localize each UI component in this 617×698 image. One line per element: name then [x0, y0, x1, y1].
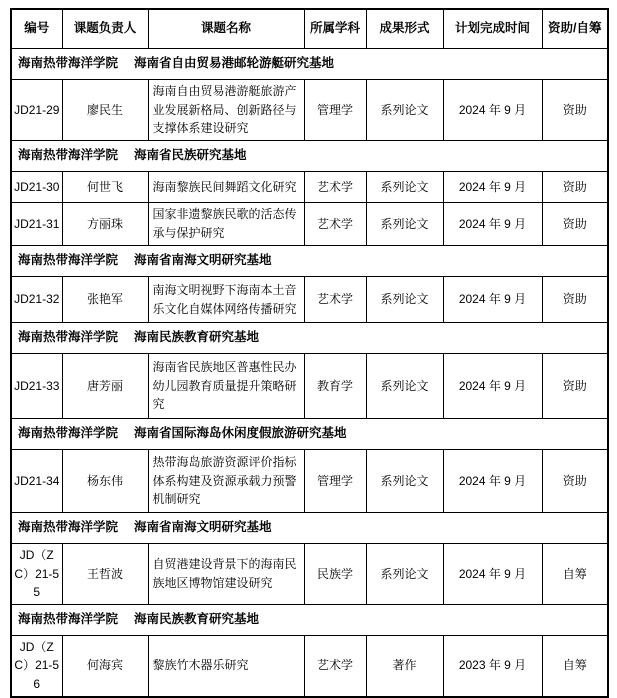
cell-form: 著作 — [366, 635, 443, 696]
cell-title: 南海文明视野下海南本土音乐文化自媒体网络传播研究 — [148, 277, 304, 323]
table-row — [11, 203, 608, 246]
cell-funding: 资助 — [542, 354, 608, 419]
cell-leader: 王哲波 — [62, 544, 148, 605]
cell-funding: 资助 — [542, 80, 608, 141]
cell-deadline: 2023 年 9 月 — [443, 635, 542, 696]
section-header-row — [11, 49, 608, 80]
section-header-title: 海南热带海洋学院 海南省国际海岛休闲度假旅游研究基地 — [11, 419, 608, 450]
cell-subject: 教育学 — [304, 354, 366, 419]
cell-subject: 艺术学 — [304, 277, 366, 323]
cell-id: JD（ZC）21-56 — [11, 635, 62, 696]
cell-subject: 艺术学 — [304, 172, 366, 203]
cell-id: JD21-32 — [11, 277, 62, 323]
cell-subject: 管理学 — [304, 450, 366, 513]
cell-subject: 艺术学 — [304, 635, 366, 696]
cell-leader: 杨东伟 — [62, 450, 148, 513]
col-header-id: 编号 — [11, 9, 62, 49]
cell-deadline: 2024 年 9 月 — [443, 277, 542, 323]
cell-leader: 何海宾 — [62, 635, 148, 696]
cell-form: 系列论文 — [366, 172, 443, 203]
cell-leader: 廖民生 — [62, 80, 148, 141]
cell-leader: 何世飞 — [62, 172, 148, 203]
cell-funding: 资助 — [542, 203, 608, 246]
cell-form: 系列论文 — [366, 544, 443, 605]
cell-id: JD21-29 — [11, 80, 62, 141]
cell-form: 系列论文 — [366, 80, 443, 141]
cell-title: 海南自由贸易港游艇旅游产业发展新格局、创新路径与支撑体系建设研究 — [148, 80, 304, 141]
cell-form: 系列论文 — [366, 277, 443, 323]
table-row — [11, 80, 608, 141]
col-header-subject: 所属学科 — [304, 9, 366, 49]
col-header-leader: 课题负责人 — [62, 9, 148, 49]
cell-deadline: 2024 年 9 月 — [443, 354, 542, 419]
cell-funding: 自筹 — [542, 544, 608, 605]
section-header-row — [11, 604, 608, 635]
cell-title: 海南省民族地区普惠性民办幼儿园教育质量提升策略研究 — [148, 354, 304, 419]
table-row — [11, 277, 608, 323]
col-header-form: 成果形式 — [366, 9, 443, 49]
cell-deadline: 2024 年 9 月 — [443, 450, 542, 513]
cell-title: 自贸港建设背景下的海南民族地区博物馆建设研究 — [148, 544, 304, 605]
section-header-row — [11, 246, 608, 277]
table-row — [11, 354, 608, 419]
col-header-funding: 资助/自筹 — [542, 9, 608, 49]
cell-form: 系列论文 — [366, 203, 443, 246]
cell-funding: 资助 — [542, 277, 608, 323]
cell-leader: 张艳军 — [62, 277, 148, 323]
section-header-title: 海南热带海洋学院 海南省民族研究基地 — [11, 141, 608, 172]
project-list-table — [10, 8, 609, 698]
cell-title: 海南黎族民间舞蹈文化研究 — [148, 172, 304, 203]
cell-id: JD21-30 — [11, 172, 62, 203]
table-row — [11, 450, 608, 513]
cell-funding: 资助 — [542, 450, 608, 513]
section-header-title: 海南热带海洋学院 海南省自由贸易港邮轮游艇研究基地 — [11, 49, 608, 80]
cell-id: JD21-33 — [11, 354, 62, 419]
col-header-title: 课题名称 — [148, 9, 304, 49]
section-header-row — [11, 141, 608, 172]
cell-id: JD21-34 — [11, 450, 62, 513]
cell-funding: 自筹 — [542, 635, 608, 696]
cell-leader: 方丽珠 — [62, 203, 148, 246]
cell-id: JD21-31 — [11, 203, 62, 246]
cell-subject: 艺术学 — [304, 203, 366, 246]
cell-id: JD（ZC）21-55 — [11, 544, 62, 605]
cell-deadline: 2024 年 9 月 — [443, 80, 542, 141]
section-header-row — [11, 419, 608, 450]
cell-leader: 唐芳丽 — [62, 354, 148, 419]
cell-title: 黎族竹木器乐研究 — [148, 635, 304, 696]
col-header-deadline: 计划完成时间 — [443, 9, 542, 49]
cell-deadline: 2024 年 9 月 — [443, 203, 542, 246]
section-header-title: 海南热带海洋学院 海南民族教育研究基地 — [11, 604, 608, 635]
cell-subject: 民族学 — [304, 544, 366, 605]
cell-deadline: 2024 年 9 月 — [443, 544, 542, 605]
cell-title: 热带海岛旅游资源评价指标体系构建及资源承载力预警机制研究 — [148, 450, 304, 513]
cell-title: 国家非遗黎族民歌的活态传承与保护研究 — [148, 203, 304, 246]
cell-deadline: 2024 年 9 月 — [443, 172, 542, 203]
section-header-title: 海南热带海洋学院 海南省南海文明研究基地 — [11, 513, 608, 544]
table-row — [11, 635, 608, 696]
section-header-row — [11, 513, 608, 544]
section-header-title: 海南热带海洋学院 海南民族教育研究基地 — [11, 323, 608, 354]
cell-funding: 资助 — [542, 172, 608, 203]
section-header-title: 海南热带海洋学院 海南省南海文明研究基地 — [11, 246, 608, 277]
section-header-row — [11, 323, 608, 354]
table-row — [11, 544, 608, 605]
cell-form: 系列论文 — [366, 450, 443, 513]
table-header-row — [11, 9, 608, 49]
cell-form: 系列论文 — [366, 354, 443, 419]
table-row — [11, 172, 608, 203]
cell-subject: 管理学 — [304, 80, 366, 141]
